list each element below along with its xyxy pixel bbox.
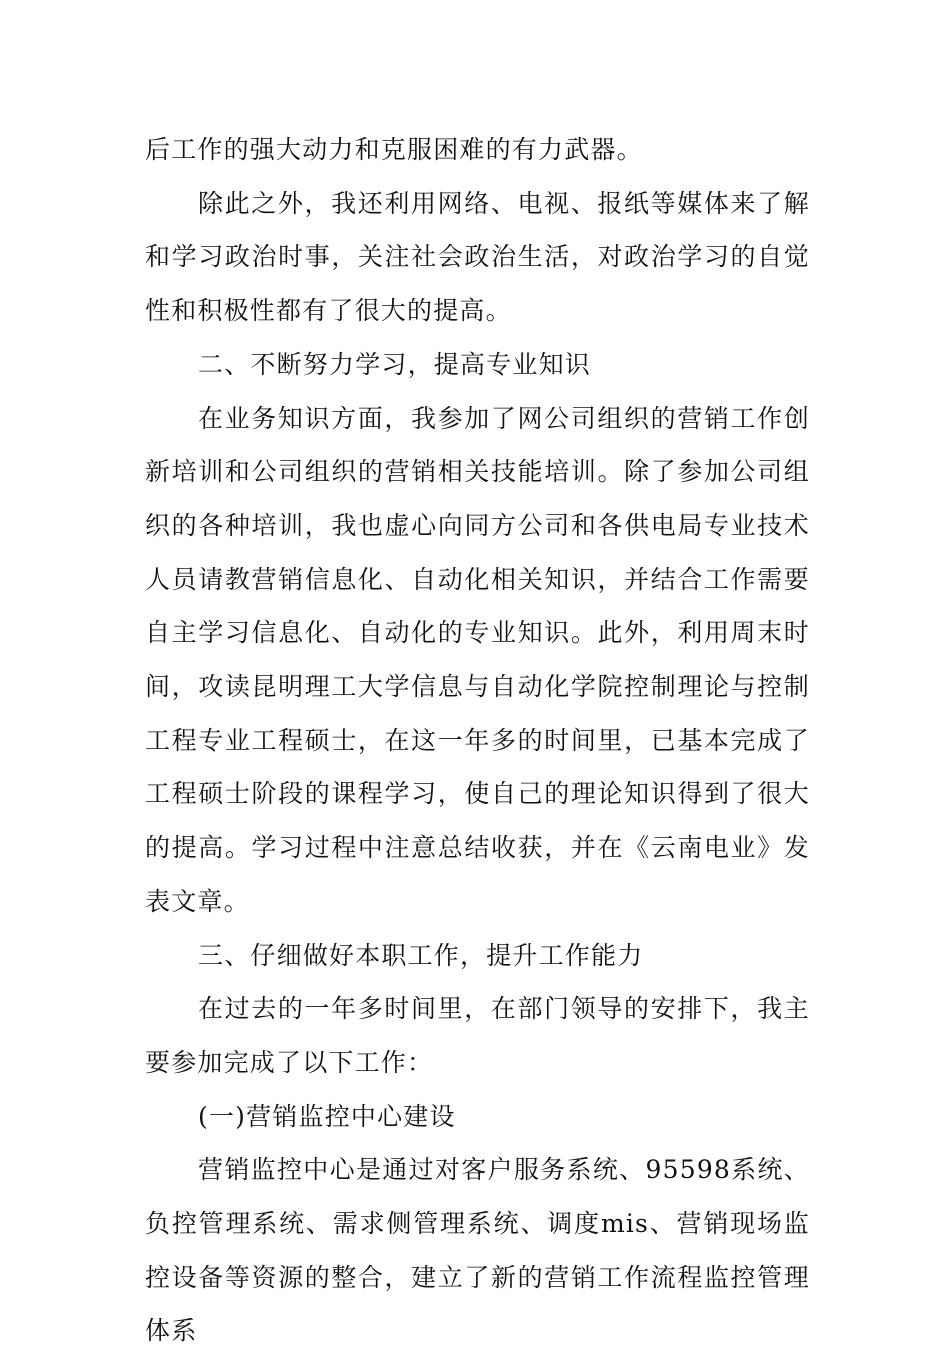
section-heading-2: 二、不断努力学习，提高专业知识 bbox=[198, 349, 592, 379]
paragraph-5: 营销监控中心是通过对客户服务系统、95598系统、负控管理系统、需求侧管理系统、调度mis、营销现场监控设备等资源的整合，建立了新的营销工作流程监控管理体系 bbox=[145, 1155, 810, 1346]
paragraph-1: 后工作的强大动力和克服困难的有力武器。 bbox=[145, 135, 643, 164]
subsection-heading-1: (一)营销监控中心建设 bbox=[198, 1101, 456, 1131]
section-heading-3: 三、仔细做好本职工作，提升工作能力 bbox=[198, 940, 644, 970]
paragraph-3: 在业务知识方面，我参加了网公司组织的营销工作创新培训和公司组织的营销相关技能培训。除了参加公司组织的各种培训，我也虚心向同方公司和各供电局专业技术人员请教营销信息化、自动化相关知识，并结合工作需要自主学习信息化、自动化的专业知识。此外，利用周末时间，攻读昆明理工大学信息与自动化学院控制理论与控制工程专业工程硕士，在这一年多的时间里，已基本完成了工程硕士阶段的课程学习，使自己的理论知识得到了很大的提高。学习过程中注意总结收获，并在《云南电业》发表文章。 bbox=[145, 403, 810, 916]
document-page bbox=[145, 123, 810, 1358]
paragraph-4: 在过去的一年多时间里，在部门领导的安排下，我主要参加完成了以下工作： bbox=[145, 994, 810, 1077]
paragraph-2: 除此之外，我还利用网络、电视、报纸等媒体来了解和学习政治时事，关注社会政治生活，对政治学习的自觉性和积极性都有了很大的提高。 bbox=[145, 188, 810, 326]
